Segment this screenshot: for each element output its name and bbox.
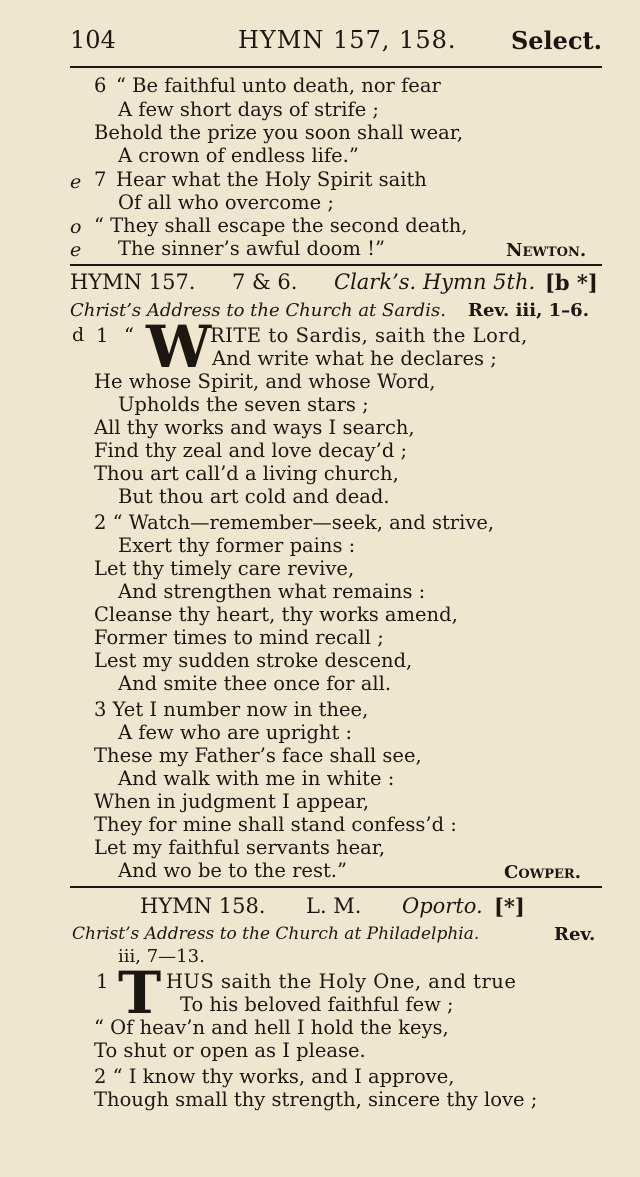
hymn-tune: Clark’s. Hymn 5th. <box>334 270 536 294</box>
drop-cap: W <box>146 313 212 381</box>
verse-line: And write what he declares ; <box>212 347 497 370</box>
dynamic-mark: e <box>70 171 82 193</box>
hymn-subtitle: Christ’s Address to the Church at Sardis. <box>70 300 446 321</box>
hymn-mark: [*] <box>494 894 525 919</box>
verse-number: 7 <box>94 168 107 191</box>
verse-line: A few who are upright : <box>118 721 353 744</box>
page-number: 104 <box>70 26 116 54</box>
section-rule <box>70 264 602 266</box>
scripture-reference-continued: iii, 7—13. <box>118 946 205 967</box>
verse-line: But thou art cold and dead. <box>118 485 390 508</box>
hymn-mark: [b *] <box>545 270 598 295</box>
author-credit: Newton. <box>506 240 587 261</box>
verse-number: 6 <box>94 74 107 97</box>
verse-line: All thy works and ways I search, <box>94 416 415 439</box>
verse-line: Former times to mind recall ; <box>94 626 384 649</box>
hymn-number: HYMN 158. <box>140 894 266 918</box>
scripture-reference: Rev. <box>554 924 596 945</box>
author-credit: Cowper. <box>504 862 582 883</box>
verse-line: “ Be faithful unto death, nor fear <box>116 74 441 97</box>
verse-line: 3 Yet I number now in thee, <box>94 698 369 721</box>
dynamic-mark: o <box>70 216 82 238</box>
hymn-tune: Oporto. <box>402 894 483 918</box>
verse-line: RITE to Sardis, saith the Lord, <box>210 324 528 347</box>
verse-line: And smite thee once for all. <box>118 672 392 695</box>
verse-line: Though small thy strength, sincere thy love ; <box>94 1088 538 1111</box>
verse-line: Of all who overcome ; <box>118 191 334 214</box>
verse-line: 2 “ Watch—remember—seek, and strive, <box>94 511 495 534</box>
hymn-meter: L. M. <box>306 894 362 918</box>
hymn-number: HYMN 157. <box>70 270 196 294</box>
drop-cap: T <box>118 959 162 1027</box>
scripture-reference: Rev. iii, 1–6. <box>468 300 589 321</box>
section-rule <box>70 886 602 888</box>
hymn-subtitle: Christ’s Address to the Church at Philadelphia. <box>72 924 480 944</box>
verse-number: 1 <box>96 970 109 993</box>
verse-line: Lest my sudden stroke descend, <box>94 649 413 672</box>
verse-line: HUS saith the Holy One, and true <box>166 970 517 993</box>
verse-line: “ Of heav’n and hell I hold the keys, <box>94 1016 449 1039</box>
dynamic-mark: e <box>70 239 82 261</box>
verse-line: And wo be to the rest.” <box>118 859 347 882</box>
section-label: Select. <box>510 26 602 55</box>
running-title: HYMN 157, 158. <box>238 26 457 54</box>
verse-line: Upholds the seven stars ; <box>118 393 369 416</box>
verse-line: The sinner’s awful doom !” <box>118 237 385 260</box>
verse-line: Let thy timely care revive, <box>94 557 355 580</box>
verse-line: Cleanse thy heart, thy works amend, <box>94 603 458 626</box>
verse-line: Let my faithful servants hear, <box>94 836 386 859</box>
verse-line: A few short days of strife ; <box>118 98 380 121</box>
verse-number: 1 <box>96 324 109 347</box>
header-rule <box>70 66 602 68</box>
verse-line: And strengthen what remains : <box>118 580 426 603</box>
verse-line: A crown of endless life.” <box>118 144 359 167</box>
verse-line: 2 “ I know thy works, and I approve, <box>94 1065 455 1088</box>
page-header <box>70 26 602 60</box>
verse-line: When in judgment I appear, <box>94 790 370 813</box>
verse-line: “ They shall escape the second death, <box>94 214 468 237</box>
verse-line: Find thy zeal and love decay’d ; <box>94 439 408 462</box>
opening-quote: “ <box>124 324 134 347</box>
verse-line: To his beloved faithful few ; <box>180 993 454 1016</box>
verse-line: And walk with me in white : <box>118 767 395 790</box>
hymn-meter: 7 & 6. <box>232 270 298 294</box>
verse-line: These my Father’s face shall see, <box>94 744 422 767</box>
verse-line: To shut or open as I please. <box>94 1039 366 1062</box>
verse-line: Exert thy former pains : <box>118 534 356 557</box>
verse-line: Behold the prize you soon shall wear, <box>94 121 464 144</box>
verse-line: Thou art call’d a living church, <box>94 462 399 485</box>
verse-line: They for mine shall stand confess’d : <box>94 813 457 836</box>
dynamic-mark: d <box>72 324 85 346</box>
verse-line: Hear what the Holy Spirit saith <box>116 168 427 191</box>
verse-line: He whose Spirit, and whose Word, <box>94 370 436 393</box>
